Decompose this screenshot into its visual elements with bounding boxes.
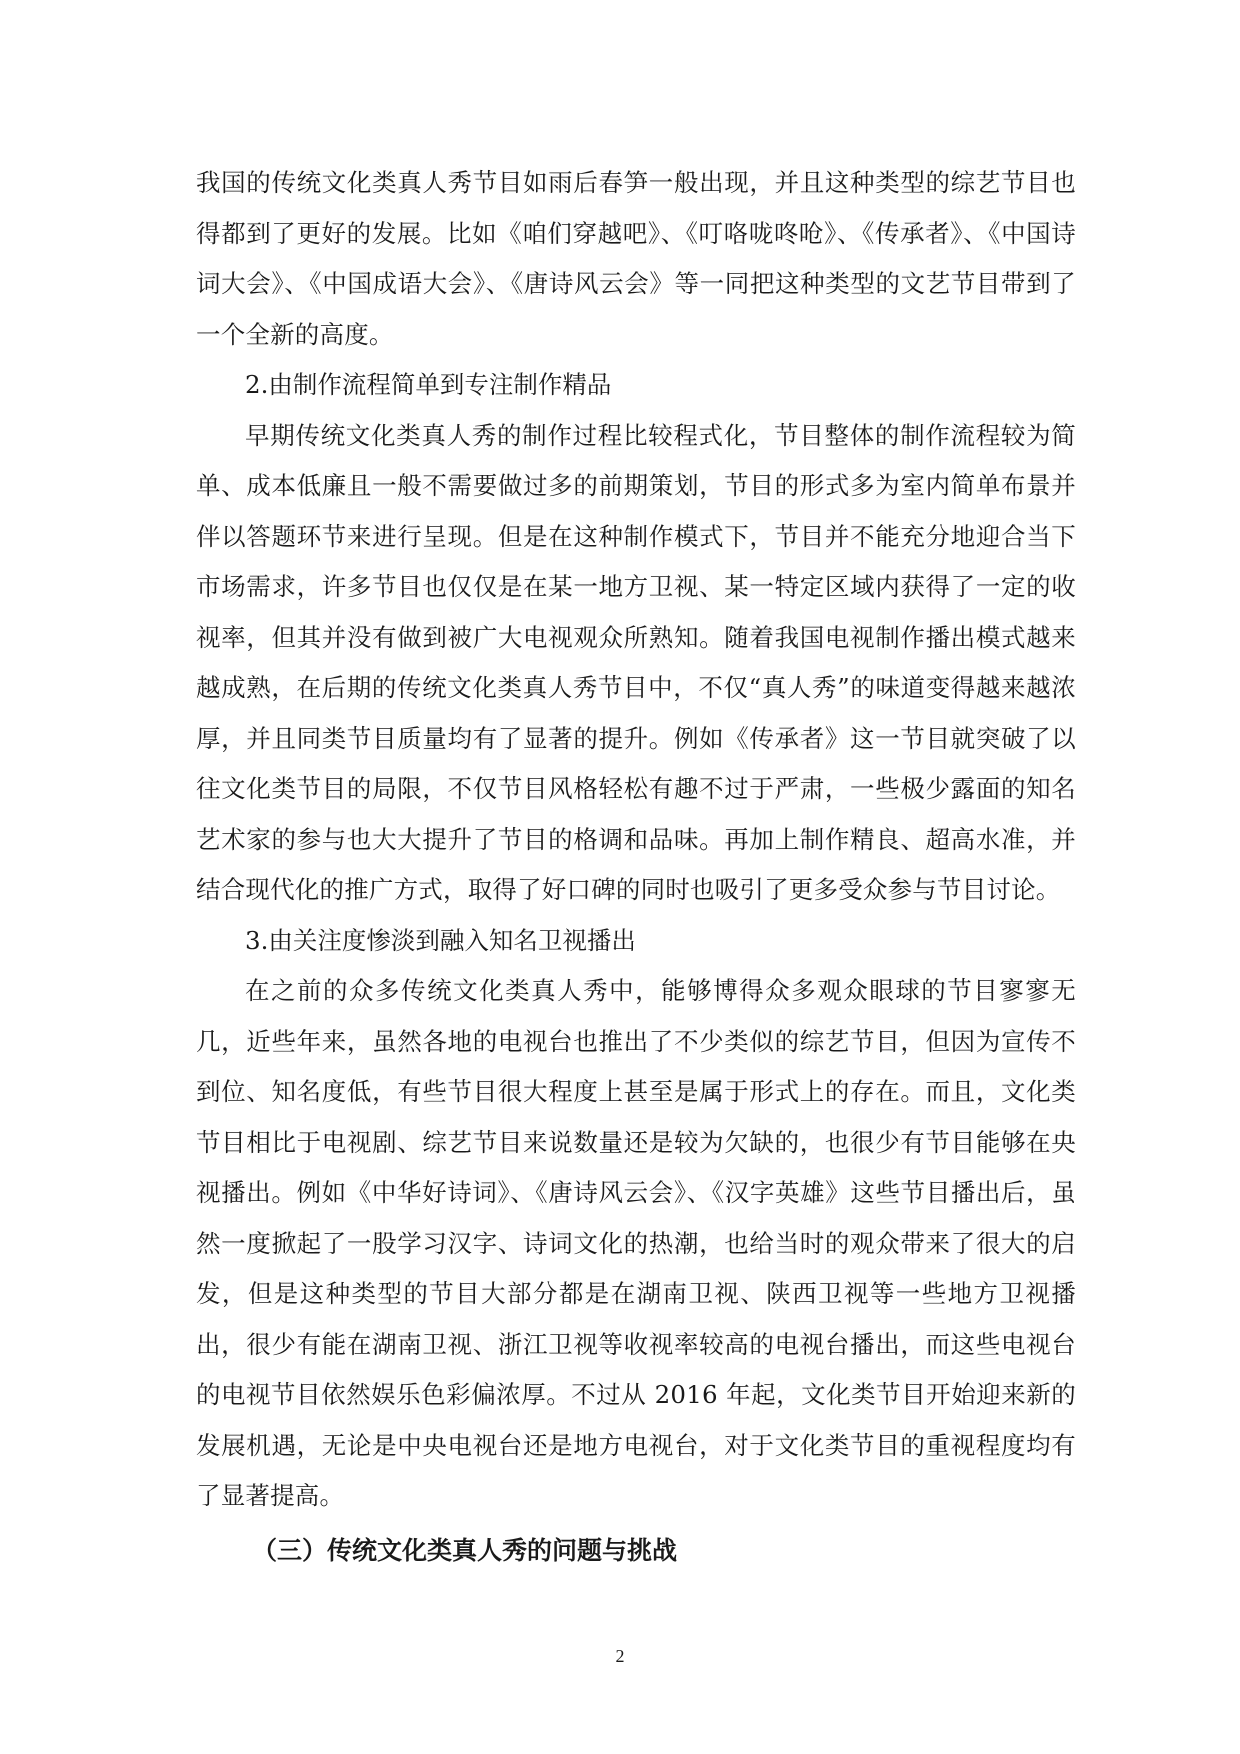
page-number: 2 xyxy=(615,1646,625,1666)
paragraph-1: 我国的传统文化类真人秀节目如雨后春笋一般出现，并且这种类型的综艺节目也得都到了更好的发展。比如《咱们穿越吧》、《叮咯咙咚呛》、《传承者》、《中国诗词大会》、《中国成语大会》、《唐诗风云会》等一同把这种类型的文艺节目带到了一个全新的高度。 xyxy=(196,168,1076,349)
subheading-3: 3.由关注度惨淡到融入知名卫视播出 xyxy=(245,925,636,955)
section-title: （三）传统文化类真人秀的问题与挑战 xyxy=(252,1535,678,1565)
subheading-2: 2.由制作流程简单到专注制作精品 xyxy=(245,370,612,399)
paragraph-2: 早期传统文化类真人秀的制作过程比较程式化，节目整体的制作流程较为简单、成本低廉且一般不需要做过多的前期策划，节目的形式多为室内简单布景并伴以答题环节来进行呈现。但是在这种制作模式下，节目并不能充分地迎合当下市场需求，许多节目也仅仅是在某一地方卫视、某一特定区域内获得了一定的收视率，但其并没有做到被广大电视观众所熟知。随着我国电视制作播出模式越来越成熟，在后期的传统文化类真人秀节目中，不仅“真人秀”的味道变得越来越浓厚，并且同类节目质量均有了显著的提升。例如《传承者》这一节目就突破了以往文化类节目的局限，不仅节目风格轻松有趣不过于严肃，一些极少露面的知名艺术家的参与也大大提升了节目的格调和品味。再加上制作精良、超高水准，并结合现代化的推广方式，取得了好口碑的同时也吸引了更多受众参与节目讨论。 xyxy=(196,420,1076,904)
document-body xyxy=(196,158,1076,1576)
paragraph-3: 在之前的众多传统文化类真人秀中，能够博得众多观众眼球的节目寥寥无几，近些年来，虽然各地的电视台也推出了不少类似的综艺节目，但因为宣传不到位、知名度低，有些节目很大程度上甚至是属于形式上的存在。而且，文化类节目相比于电视剧、综艺节目来说数量还是较为欠缺的，也很少有节目能够在央视播出。例如《中华好诗词》、《唐诗风云会》、《汉字英雄》这些节目播出后，虽然一度掀起了一股学习汉字、诗词文化的热潮，也给当时的观众带来了很大的启发，但是这种类型的节目大部分都是在湖南卫视、陕西卫视等一些地方卫视播出，很少有能在湖南卫视、浙江卫视等收视率较高的电视台播出，而这些电视台的电视节目依然娱乐色彩偏浓厚。不过从 2016 年起，文化类节目开始迎来新的发展机遇，无论是中央电视台还是地方电视台，对于文化类节目的重视程度均有了显著提高。 xyxy=(196,976,1076,1510)
